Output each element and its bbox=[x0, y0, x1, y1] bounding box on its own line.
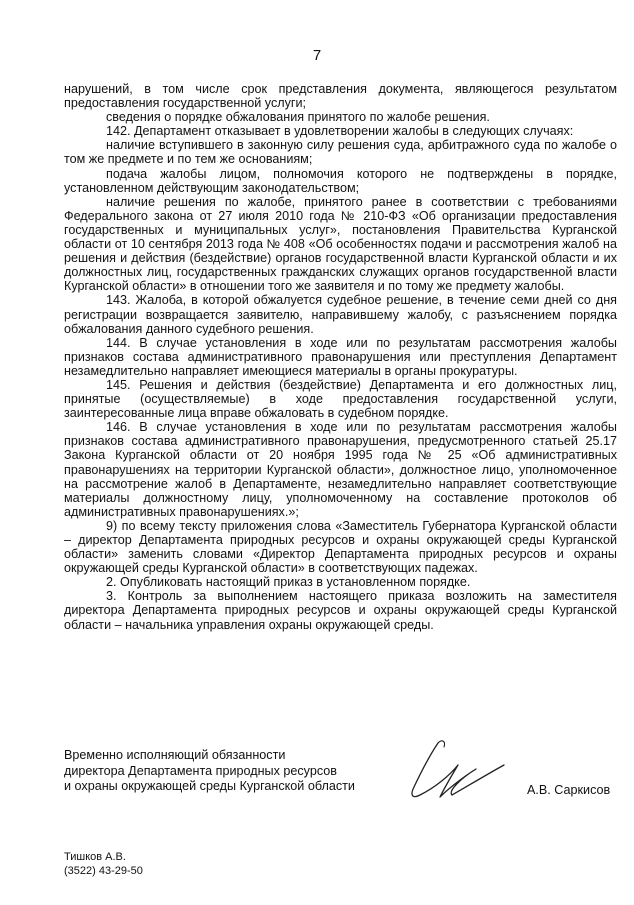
signatory-position-line: директора Департамента природных ресурсов bbox=[64, 763, 337, 778]
paragraph: 142. Департамент отказывает в удовлетворении жалобы в следующих случаях: bbox=[106, 124, 574, 139]
paragraph: подача жалобы лицом, полномочия которого не подтверждены в порядке, установленном действующим законодательством; bbox=[64, 166, 617, 195]
paragraph: сведения о порядке обжалования принятого по жалобе решения. bbox=[106, 110, 490, 125]
paragraph: 9) по всему тексту приложения слова «Заместитель Губернатора Курганской области – директор Департамента природных ресурсов и охраны окружающей среды Курганской области» заменить словами «Директор Департамента природных ресурсов и охраны окружающей среды Курганской области» в соответствующих падежах. bbox=[64, 518, 617, 576]
handwritten-signature bbox=[400, 735, 520, 805]
paragraph: нарушений, в том числе срок представления документа, являющегося результатом предоставления государственной услуги; bbox=[64, 82, 617, 111]
signatory-position-line: Временно исполняющий обязанности bbox=[64, 748, 286, 762]
paragraph: 3. Контроль за выполнением настоящего приказа возложить на заместителя директора Департамента природных ресурсов и охраны окружающей среды Курганской области – начальника управления охраны окружающей среды. bbox=[64, 589, 617, 632]
paragraph: 144. В случае установления в ходе или по результатам рассмотрения жалобы признаков состава административного правонарушения или преступления Департамент незамедлительно направляет имеющиеся материалы в органы прокуратуры. bbox=[64, 335, 617, 378]
document-body bbox=[64, 82, 617, 632]
signatory-position-line: и охраны окружающей среды Курганской области bbox=[64, 779, 355, 793]
signatory-name: А.В. Саркисов bbox=[527, 783, 611, 797]
signatory-position bbox=[64, 748, 355, 795]
executor-name: Тишков А.В. bbox=[64, 851, 126, 863]
paragraph: 146. В случае установления в ходе или по результатам рассмотрения жалобы признаков состава административного правонарушения, предусмотренного статьей 25.17 Закона Курганской области от 20 ноября 1995 года № 25 «Об административных правонарушениях на территории Курганской области», должностное лицо, уполномоченное на рассмотрение жалоб в Департаменте, незамедлительно направляет соответствующие материалы должностному лицу, уполномоченному на составление протоколов об административных правонарушениях.»; bbox=[64, 420, 617, 519]
paragraph: 2. Опубликовать настоящий приказ в установленном порядке. bbox=[106, 575, 471, 590]
executor-info bbox=[64, 851, 143, 878]
page-number: 7 bbox=[312, 47, 322, 64]
paragraph: наличие вступившего в законную силу решения суда, арбитражного суда по жалобе о том же предмете и по тем же основаниям; bbox=[64, 138, 617, 167]
paragraph: 143. Жалоба, в которой обжалуется судебное решение, в течение семи дней со дня регистрации возвращается заявителю, направившему жалобу, с разъяснением порядка обжалования данного судебного решения. bbox=[64, 293, 617, 336]
paragraph: 145. Решения и действия (бездействие) Департамента и его должностных лиц, принятые (осуществляемые) в ходе предоставления государственной услуги, заинтересованные лица вправе обжаловать в судебном порядке. bbox=[64, 377, 617, 421]
executor-phone: (3522) 43-29-50 bbox=[64, 864, 143, 877]
paragraph: наличие решения по жалобе, принятого ранее в соответствии с требованиями Федерального закона от 27 июля 2010 года № 210-ФЗ «Об организации предоставления государственных и муниципальных услуг», постановления Правительства Курганской области от 10 сентября 2013 года № 408 «Об особенностях подачи и рассмотрения жалоб на решения и действия (бездействие) органов государственной власти Курганской области и их должностных лиц, государственных гражданских служащих органов государственной власти Курганской области» в отношении того же заявителя и по тому же предмету жалобы. bbox=[64, 194, 617, 294]
